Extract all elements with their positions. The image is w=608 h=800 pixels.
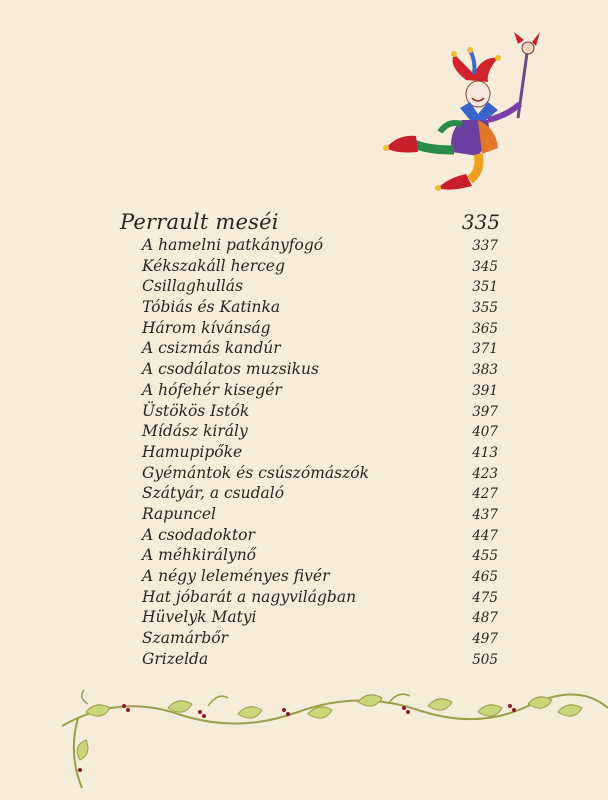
entry-title: A hófehér kisegér (142, 380, 282, 399)
entry-title: Szátyár, a csudaló (142, 484, 285, 503)
toc-entry[interactable] (120, 588, 504, 609)
vine-border-decoration (58, 684, 608, 800)
section-heading-row[interactable] (120, 210, 504, 236)
entry-page-number: 397 (472, 403, 498, 420)
toc-entry[interactable] (120, 422, 504, 443)
toc-entry[interactable] (120, 319, 504, 340)
entry-title: Tóbiás és Katinka (142, 298, 281, 317)
toc-entry[interactable] (120, 505, 504, 526)
entry-title: Hamupipőke (142, 442, 243, 461)
entry-page-number: 497 (472, 631, 498, 648)
entry-title: A négy leleményes fivér (142, 567, 330, 585)
entry-page-number: 365 (472, 320, 498, 337)
entry-page-number: 355 (472, 300, 498, 317)
entry-title: Hüvelyk Matyi (142, 608, 257, 627)
toc-entry[interactable] (120, 567, 504, 588)
toc-entry[interactable] (120, 464, 504, 485)
entry-title: Kékszakáll herceg (142, 256, 285, 275)
toc-entry[interactable] (120, 339, 504, 360)
entry-page-number: 437 (472, 506, 498, 523)
entry-page-number: 351 (472, 279, 498, 296)
entry-title: Három kívánság (142, 318, 271, 337)
entry-title: Üstökös Istók (142, 401, 250, 420)
table-of-contents (120, 210, 504, 670)
entry-title: A méhkirálynő (142, 546, 257, 565)
section-title: Perrault meséi (120, 210, 279, 234)
entry-page-number: 455 (472, 548, 498, 565)
entry-title: Gyémántok és csúszómászók (142, 463, 370, 482)
entry-page-number: 505 (472, 651, 498, 668)
jester-illustration (378, 28, 554, 196)
entry-title: Szamárbőr (142, 629, 229, 648)
toc-entry[interactable] (120, 257, 504, 278)
section-page-number: 335 (461, 210, 500, 234)
toc-entry[interactable] (120, 526, 504, 547)
entry-page-number: 413 (472, 444, 498, 461)
entry-page-number: 465 (472, 569, 498, 585)
toc-entry[interactable] (120, 402, 504, 423)
entry-page-number: 383 (472, 362, 498, 379)
toc-entry[interactable] (120, 381, 504, 402)
entry-page-number: 423 (472, 465, 498, 482)
entry-page-number: 337 (472, 238, 498, 254)
toc-entry[interactable] (120, 443, 504, 464)
toc-entry[interactable] (120, 236, 504, 257)
entry-page-number: 487 (472, 610, 498, 627)
entry-title: A csizmás kandúr (142, 339, 281, 358)
toc-entry[interactable] (120, 546, 504, 567)
entry-title: A hamelni patkányfogó (142, 236, 324, 254)
entry-title: Hat jóbarát a nagyvilágban (142, 587, 357, 606)
entry-page-number: 447 (472, 527, 498, 544)
entry-title: Mídász király (142, 422, 248, 441)
toc-entry[interactable] (120, 298, 504, 319)
toc-entry[interactable] (120, 484, 504, 505)
entries-list (120, 236, 504, 670)
entry-page-number: 427 (472, 486, 498, 503)
entry-title: Grizelda (142, 649, 209, 668)
entry-page-number: 407 (472, 424, 498, 441)
entry-page-number: 475 (472, 589, 498, 606)
toc-entry[interactable] (120, 629, 504, 650)
entry-title: Csillaghullás (142, 277, 243, 296)
entry-page-number: 371 (472, 341, 498, 358)
toc-entry[interactable] (120, 608, 504, 629)
toc-entry[interactable] (120, 650, 504, 671)
entry-page-number: 345 (472, 258, 498, 275)
entry-title: A csodálatos muzsikus (142, 360, 319, 379)
entry-page-number: 391 (472, 382, 498, 399)
entry-title: Rapuncel (142, 504, 216, 523)
toc-entry[interactable] (120, 277, 504, 298)
entry-title: A csodadoktor (142, 525, 255, 544)
toc-entry[interactable] (120, 360, 504, 381)
